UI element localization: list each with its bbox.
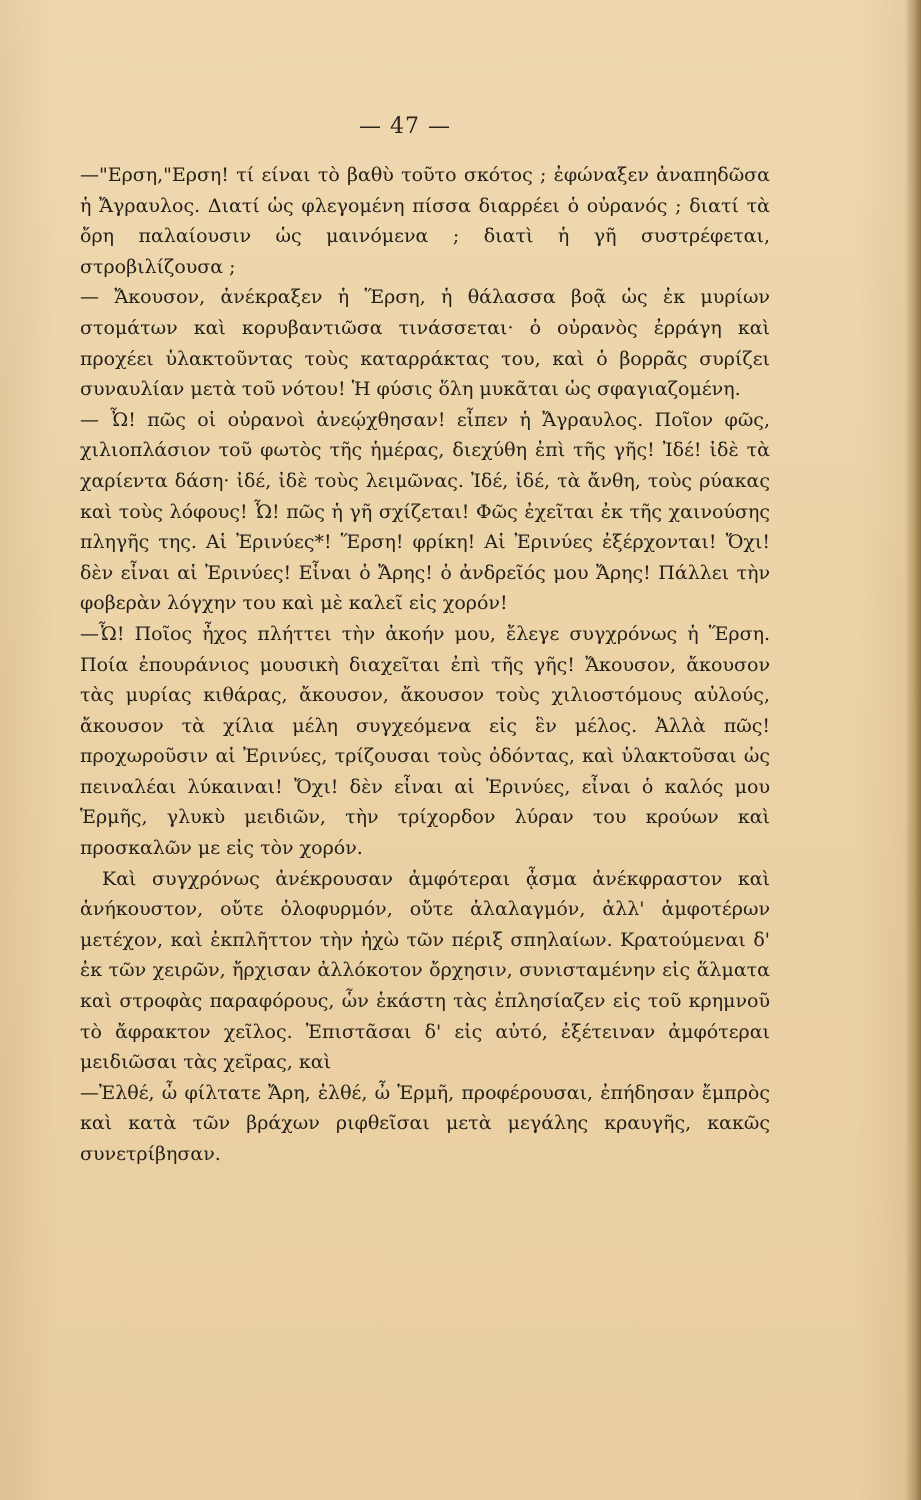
paragraph-6: —Ἐλθέ, ὦ φίλτατε Ἄρη, ἐλθέ, ὦ Ἑρμῆ, προφέρουσαι, ἐπήδησαν ἔμπρὸς καὶ κατὰ τῶν βράχων ριφθεῖσαι μετὰ μεγάλης κραυγῆς, κακῶς συνετρίβησαν. (80, 1081, 770, 1165)
paragraph-5: Καὶ συγχρόνως ἀνέκρουσαν ἀμφότεραι ᾆσμα ἀνέκφραστον καὶ ἀνήκουστον, οὔτε ὀλοφυρμόν, οὔτε ἀλαλαγμόν, ἀλλ' ἀμφοτέρων μετέχον, καὶ ἐκπλῆττον τὴν ἠχὼ τῶν πέριξ σπηλαίων. Κρατούμεναι δ' ἐκ τῶν χειρῶν, ἤρχισαν ἀλλόκοτον ὄρχησιν, συνισταμένην εἰς ἅλματα καὶ στροφὰς παραφόρους, ὧν ἑκάστη τὰς ἐπλησίαζεν εἰς τοῦ κρημνοῦ τὸ ἄφρακτον χεῖλος. Ἐπιστᾶσαι δ' εἰς αὐτό, ἐξέτειναν ἀμφότεραι μειδιῶσαι τὰς χεῖρας, καὶ (80, 867, 770, 1074)
body-text (80, 160, 770, 1170)
page-number: — 47 — (359, 114, 451, 139)
paragraph-1: —"Ερση,"Ερση! τί είναι τὸ βαθὺ τοῦτο σκότος ; ἐφώναξεν ἀναπηδῶσα ἡ Ἄγραυλος. Διατί ὡς φλεγομένη πίσσα διαρρέει ὁ οὐρανός ; διατί τὰ ὄρη παλαίουσιν ὡς μαινόμενα ; διατὶ ἡ γῆ συστρέφεται, στροβιλίζουσα ; (80, 164, 770, 278)
paragraph-4: —Ὦ! Ποῖος ἦχος πλήττει τὴν ἀκοήν μου, ἔλεγε συγχρόνως ἡ Ἕρση. Ποία ἐπουράνιος μουσικὴ διαχεῖται ἐπὶ τῆς γῆς! Ἄκουσον, ἄκουσον τὰς μυρίας κιθάρας, ἄκουσον, ἄκουσον τοὺς χιλιοστόμους αὐλούς, ἄκουσον τὰ χίλια μέλη συγχεόμενα εἰς ἓν μέλος. Ἀλλὰ πῶς! προχωροῦσιν αἱ Ἐρινύες, τρίζουσαι τοὺς ὀδόντας, καὶ ὑλακτοῦσαι ὡς πειναλέαι λύκαιναι! Ὄχι! δὲν εἶναι αἱ Ἐρινύες, εἶναι ὁ καλός μου Ἑρμῆς, γλυκὺ μειδιῶν, τὴν τρίχορδον λύραν του κρούων καὶ προσκαλῶν με εἰς τὸν χορόν. (80, 622, 770, 860)
paragraph-2: — Ἄκουσον, ἀνέκραξεν ἡ Ἕρση, ἡ θάλασσα βοᾷ ὡς ἐκ μυρίων στομάτων καὶ κορυβαντιῶσα τινάσσεται· ὁ οὐρανὸς ἐρράγη καὶ προχέει ὑλακτοῦντας τοὺς καταρράκτας του, καὶ ὁ βορρᾶς συρίζει συναυλίαν μετὰ τοῦ νότου! Ἡ φύσις ὅλη μυκᾶται ὡς σφαγιαζομένη. (80, 286, 770, 401)
paragraph-3: — Ὦ! πῶς οἱ οὐρανοὶ ἀνεῴχθησαν! εἶπεν ἡ Ἄγραυλος. Ποῖον φῶς, χιλιοπλάσιον τοῦ φωτὸς τῆς ἡμέρας, διεχύθη ἐπὶ τῆς γῆς! Ἰδέ! ἰδὲ τὰ χαρίεντα δάση· ἰδέ, ἰδὲ τοὺς λειμῶνας. Ἰδέ, ἰδέ, τὰ ἄνθη, τοὺς ρύακας καὶ τοὺς λόφους! Ὦ! πῶς ἡ γῆ σχίζεται! Φῶς ἐχεῖται ἐκ τῆς χαινούσης πληγῆς της. Αἱ Ἐρινύες*! Ἕρση! φρίκη! Αἱ Ἐρινύες ἐξέρχονται! Ὄχι! δὲν εἶναι αἱ Ἐρινύες! Εἶναι ὁ Ἄρης! ὁ ἀνδρεῖός μου Ἄρης! Πάλλει τὴν φοβερὰν λόγχην του καὶ μὲ καλεῖ εἰς χορόν! (80, 408, 770, 615)
page-edge-shadow (905, 0, 921, 1500)
